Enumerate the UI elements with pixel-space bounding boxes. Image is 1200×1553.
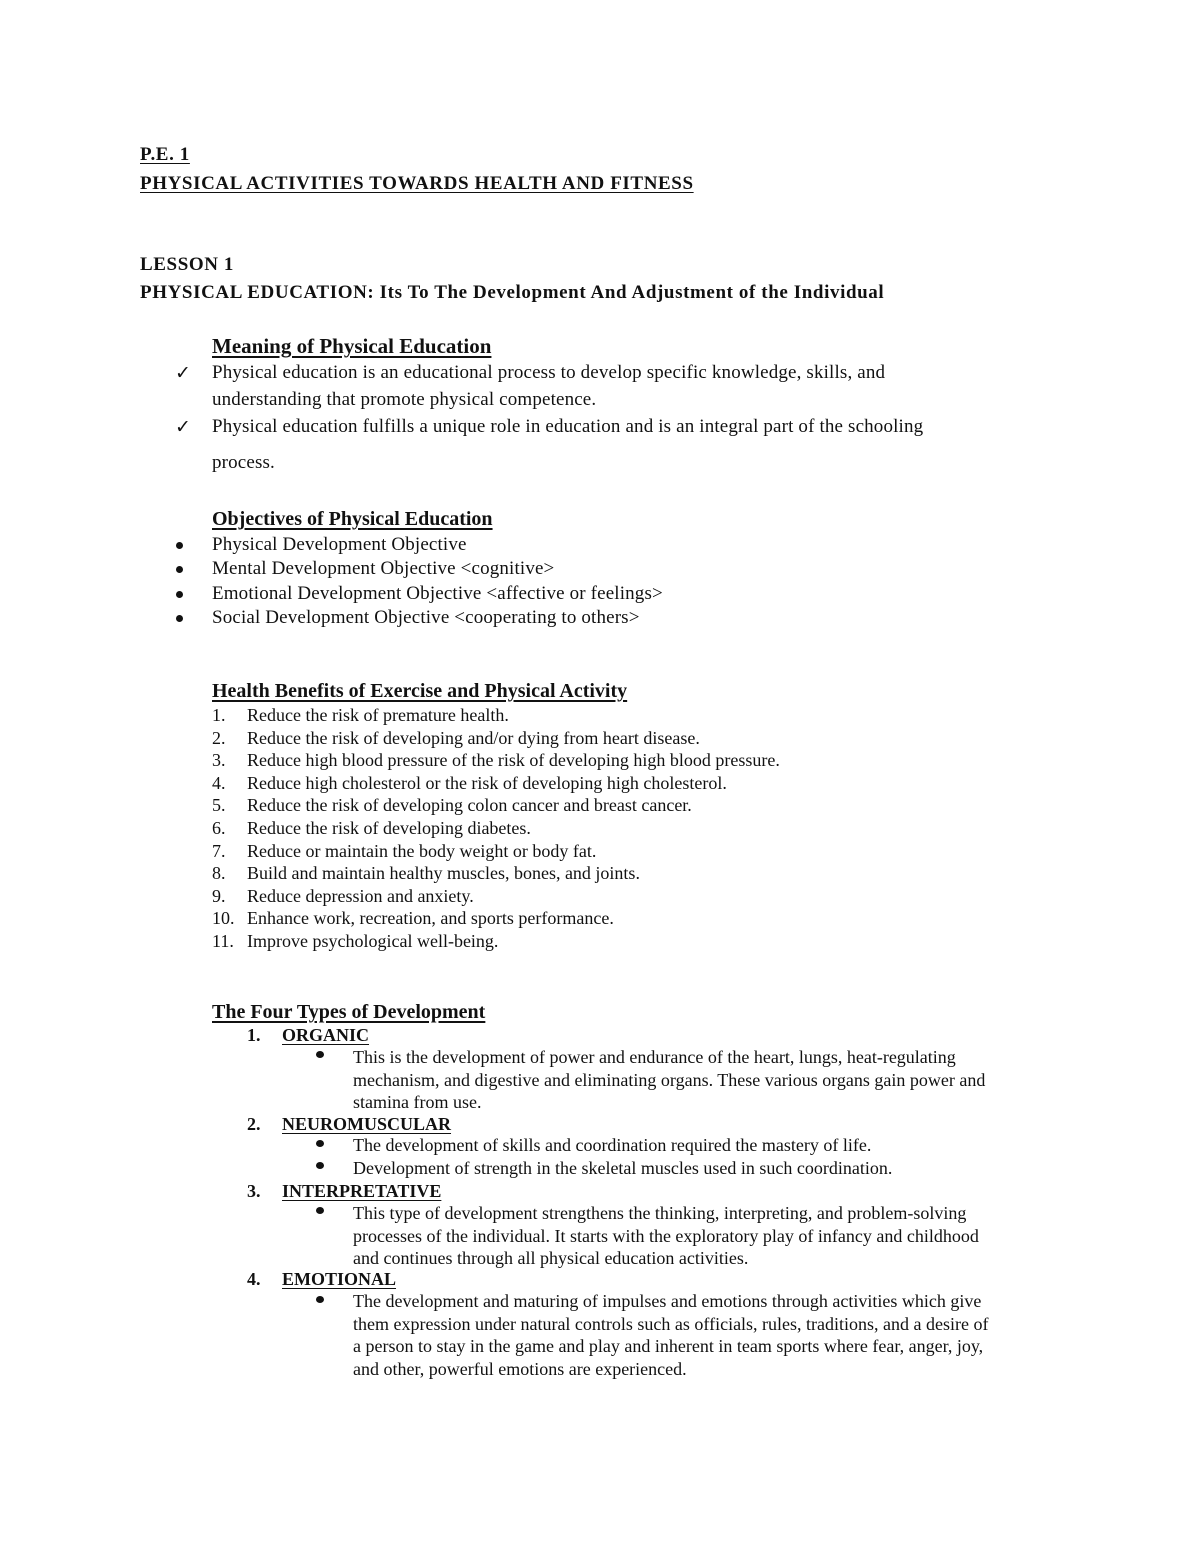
type-point-line: The development and maturing of impulses and emotions through activities which give <box>353 1291 982 1311</box>
objective-item: Social Development Objective <cooperating to others> <box>212 607 640 628</box>
type-name-interpretative: INTERPRETATIVE <box>282 1181 442 1201</box>
benefit-item: Reduce the risk of developing colon cancer and breast cancer. <box>247 795 692 815</box>
benefit-item: Reduce depression and anxiety. <box>247 886 474 906</box>
objectives-section-title: Objectives of Physical Education <box>212 508 493 530</box>
bullet-icon <box>316 1162 324 1169</box>
type-point-line: them expression under natural controls such as officials, rules, traditions, and a desire of <box>353 1314 989 1334</box>
list-number: 11. <box>212 931 234 951</box>
list-number: 2. <box>212 728 226 748</box>
type-point-line: stamina from use. <box>353 1092 482 1112</box>
bullet-icon <box>316 1140 324 1147</box>
list-number: 4. <box>212 773 226 793</box>
list-number: 9. <box>212 886 226 906</box>
benefit-item: Reduce high blood pressure of the risk of developing high blood pressure. <box>247 750 780 770</box>
bullet-icon <box>316 1207 324 1214</box>
meaning-section-title: Meaning of Physical Education <box>212 334 492 358</box>
type-point-line: and continues through all physical education activities. <box>353 1248 749 1268</box>
type-point-line: and other, powerful emotions are experienced. <box>353 1359 687 1379</box>
list-number: 1. <box>212 705 226 725</box>
bullet-icon <box>176 566 183 573</box>
benefits-section-title: Health Benefits of Exercise and Physical Activity <box>212 680 628 702</box>
bullet-icon <box>176 591 183 598</box>
list-number: 7. <box>212 841 226 861</box>
type-point-line: processes of the individual. It starts with the exploratory play of infancy and childhood <box>353 1226 979 1246</box>
type-point-line: This is the development of power and endurance of the heart, lungs, heat-regulating <box>353 1047 956 1067</box>
type-point-line: This type of development strengthens the thinking, interpreting, and problem-solving <box>353 1203 967 1223</box>
list-number: 8. <box>212 863 226 883</box>
type-number: 2. <box>247 1114 261 1134</box>
benefit-item: Reduce the risk of premature health. <box>247 705 509 725</box>
type-number: 1. <box>247 1025 261 1045</box>
meaning-item-1-line-2: understanding that promote physical competence. <box>212 389 597 410</box>
list-number: 10. <box>212 908 235 928</box>
meaning-item-2-line-1: Physical education fulfills a unique role in education and is an integral part of the schooling <box>212 416 924 437</box>
objective-item: Physical Development Objective <box>212 534 467 555</box>
lesson-label: LESSON 1 <box>140 254 235 275</box>
checkmark-icon: ✓ <box>175 362 191 384</box>
objective-item: Emotional Development Objective <affective or feelings> <box>212 583 663 604</box>
type-number: 3. <box>247 1181 261 1201</box>
type-name-neuromuscular: NEUROMUSCULAR <box>282 1114 452 1134</box>
list-number: 5. <box>212 795 226 815</box>
benefit-item: Enhance work, recreation, and sports performance. <box>247 908 614 928</box>
lesson-title: PHYSICAL EDUCATION: Its To The Development And Adjustment of the Individual <box>140 282 885 303</box>
bullet-icon <box>176 615 183 622</box>
benefit-item: Reduce or maintain the body weight or body fat. <box>247 841 597 861</box>
benefit-item: Reduce the risk of developing diabetes. <box>247 818 531 838</box>
objective-item: Mental Development Objective <cognitive> <box>212 558 555 579</box>
benefit-item: Improve psychological well-being. <box>247 931 499 951</box>
type-point-line: The development of skills and coordination required the mastery of life. <box>353 1135 872 1155</box>
bullet-icon <box>316 1296 324 1303</box>
type-number: 4. <box>247 1269 261 1289</box>
list-number: 6. <box>212 818 226 838</box>
course-code: P.E. 1 <box>140 144 190 165</box>
type-name-emotional: EMOTIONAL <box>282 1269 397 1289</box>
type-name-organic: ORGANIC <box>282 1025 370 1045</box>
benefit-item: Build and maintain healthy muscles, bones, and joints. <box>247 863 640 883</box>
benefit-item: Reduce high cholesterol or the risk of developing high cholesterol. <box>247 773 727 793</box>
meaning-item-2-line-2: process. <box>212 452 275 473</box>
type-point-line: Development of strength in the skeletal muscles used in such coordination. <box>353 1158 893 1178</box>
type-point-line: a person to stay in the game and play and inherent in team sports where fear, anger, joy, <box>353 1336 984 1356</box>
benefit-item: Reduce the risk of developing and/or dying from heart disease. <box>247 728 700 748</box>
type-point-line: mechanism, and digestive and eliminating organs. These various organs gain power and <box>353 1070 986 1090</box>
meaning-item-1-line-1: Physical education is an educational process to develop specific knowledge, skills, and <box>212 362 886 383</box>
list-number: 3. <box>212 750 226 770</box>
course-title: PHYSICAL ACTIVITIES TOWARDS HEALTH AND FITNESS <box>140 173 694 194</box>
bullet-icon <box>176 542 183 549</box>
bullet-icon <box>316 1051 324 1058</box>
checkmark-icon: ✓ <box>175 416 191 438</box>
development-section-title: The Four Types of Development <box>212 1001 486 1023</box>
